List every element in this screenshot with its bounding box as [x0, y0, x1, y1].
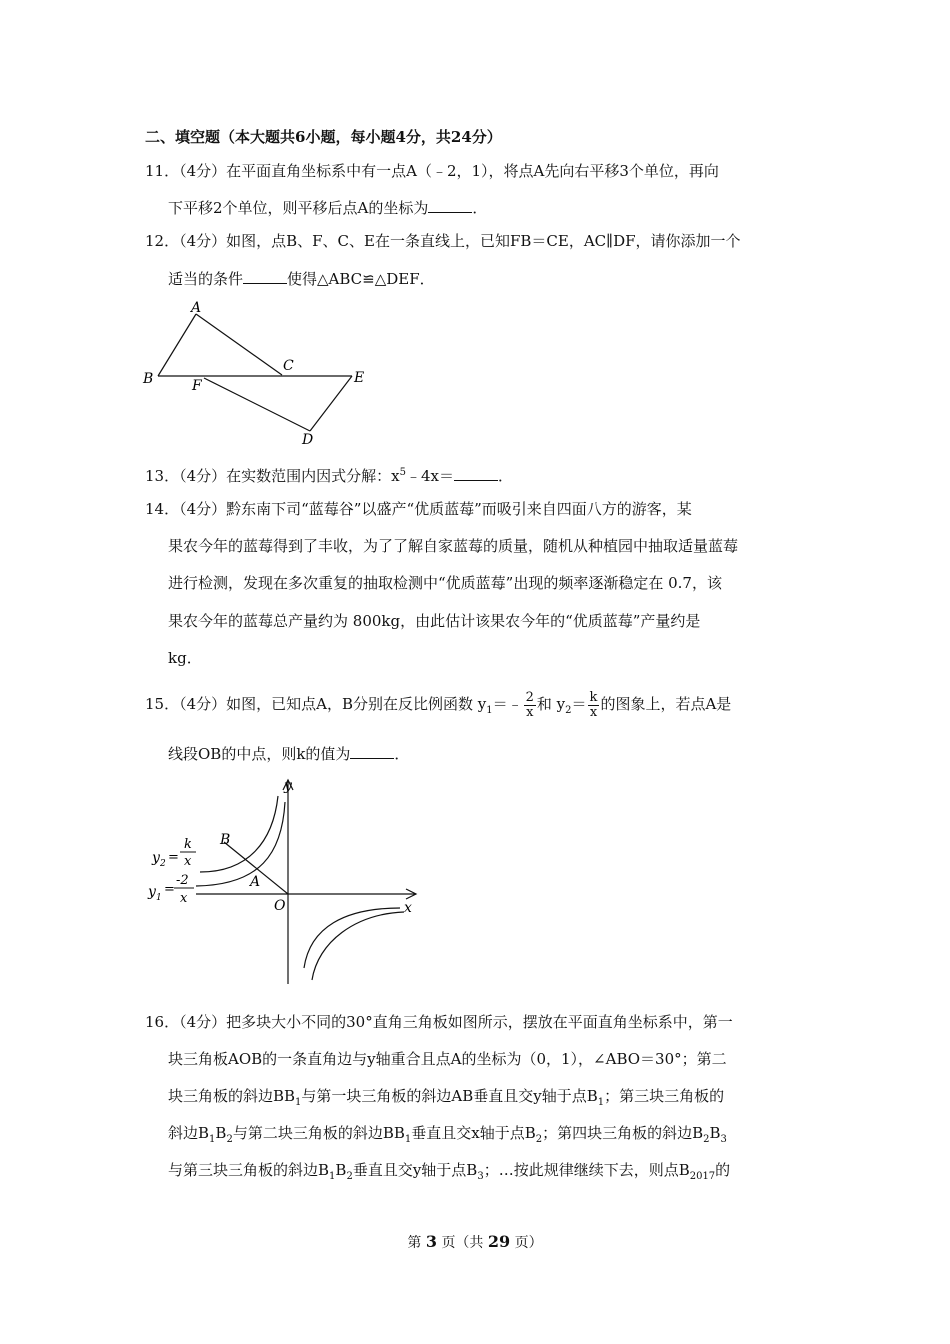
q16-line5-a: 与第三块三角板的斜边B: [168, 1161, 330, 1179]
segment-ac: [196, 314, 282, 375]
q11-line2-end: ．: [472, 199, 488, 217]
q11-line2: [168, 198, 487, 218]
q11-line1: 11．（4分）在平面直角坐标系中有一点A（﹣2，1），将点A先向右平移3个单位，再向: [145, 162, 719, 180]
answer-blank: [243, 269, 287, 284]
q16-line4-a: 斜边B: [168, 1124, 210, 1142]
segment-ab: [158, 314, 196, 376]
fraction-numerator: k: [589, 689, 598, 705]
fraction-k-over-x: [588, 691, 600, 720]
q12-figure: [140, 298, 380, 450]
answer-blank: [350, 744, 394, 759]
q16-line5-b: B: [335, 1161, 347, 1179]
q16-line3-b: 与第一块三角板的斜边AB垂直且交y轴于点B: [301, 1087, 598, 1105]
q16-line4-f: B: [709, 1124, 721, 1142]
q16-line4-sub5: 2: [703, 1134, 710, 1145]
q16-line4-sub6: 3: [720, 1134, 727, 1145]
q16-line5-sub1: 1: [329, 1171, 336, 1182]
fraction-neg2-over-x: [524, 691, 536, 720]
q14-line4: 果农今年的蓝莓总产量约为 800kg，由此估计该果农今年的“优质蓝莓”产量约是: [168, 612, 701, 630]
q15-eq1: ＝﹣: [492, 695, 523, 713]
fraction-denominator: x: [589, 704, 598, 720]
total-pages: 29: [487, 1232, 511, 1251]
q15-sub2: 2: [565, 705, 572, 716]
q15-line2: [168, 744, 409, 764]
y2-subscript: 2: [160, 859, 166, 869]
q11-line2-text: 下平移2个单位，则平移后点A的坐标为: [168, 199, 429, 217]
q13-text: 13．（4分）在实数范围内因式分解：x: [145, 467, 400, 485]
segment-fd: [204, 378, 310, 431]
point-label-e: E: [354, 370, 365, 386]
y2-equals: =: [168, 850, 179, 865]
q12-line1: 12．（4分）如图，点B、F、C、E在一条直线上，已知FB＝CE，AC∥DF，请你添加一个: [145, 232, 741, 250]
curve-y2-right: [312, 912, 404, 980]
q16-line4-sub4: 2: [535, 1134, 543, 1145]
y1-label: y: [148, 884, 156, 900]
q16-line4-b: B: [215, 1124, 227, 1142]
q14-line2: 果农今年的蓝莓得到了丰收，为了了解自家蓝莓的质量，随机从种植园中抽取适量蓝莓: [168, 537, 739, 555]
footer-suffix: 页）: [514, 1235, 543, 1251]
q15-eq2: ＝: [571, 695, 587, 713]
point-label-b: B: [220, 832, 231, 848]
q14-line3: 进行检测，发现在多次重复的抽取检测中“优质蓝莓”出现的频率逐渐稳定在 0.7，该: [168, 574, 722, 592]
y1-denominator: x: [180, 891, 188, 906]
q16-line4: [168, 1123, 727, 1150]
y1-subscript: 1: [156, 893, 162, 903]
page-footer: [0, 1232, 950, 1252]
q15-sub1: 1: [486, 705, 493, 716]
y2-denominator: x: [184, 854, 192, 869]
q16-line4-sub2: 2: [226, 1134, 233, 1145]
q15-figure: [140, 772, 430, 988]
q16-line1: 16．（4分）把多块大小不同的30°直角三角板如图所示，摆放在平面直角坐标系中，第一: [145, 1013, 733, 1031]
q16-line3: [168, 1086, 724, 1113]
q16-line5: [168, 1160, 730, 1187]
y2-numerator: k: [184, 837, 192, 852]
q15-line2-text: 线段OB的中点，则k的值为: [168, 745, 351, 763]
fraction-denominator: x: [526, 704, 534, 720]
q16-line3-a: 块三角板的斜边BB: [168, 1087, 296, 1105]
point-label-c: C: [283, 358, 294, 374]
y-axis-label: y: [284, 778, 292, 794]
point-label-a: A: [191, 300, 202, 316]
q15-and: 和 y: [536, 695, 566, 713]
answer-blank: [454, 466, 498, 481]
point-label-f: F: [192, 378, 202, 394]
point-label-a: A: [250, 874, 261, 890]
q16-line5-sub3: 3: [477, 1171, 484, 1182]
q14-line1: 14．（4分）黔东南下司“蓝莓谷”以盛产“优质蓝莓”而吸引来自四面八方的游客，某: [145, 500, 692, 518]
origin-label: O: [274, 898, 286, 914]
page-number: 3: [425, 1232, 437, 1251]
q16-line5-sub4: 2017: [689, 1171, 716, 1182]
curve-y1-left: [196, 802, 285, 886]
x-axis-label: x: [404, 900, 412, 916]
q16-line5-d: ；…按此规律继续下去，则点B: [483, 1161, 690, 1179]
answer-blank: [428, 198, 472, 213]
q15-text: 15．（4分）如图，已知点A，B分别在反比例函数 y: [145, 695, 487, 713]
q16-line5-sub2: 2: [346, 1171, 353, 1182]
q16-line3-sub2: 1: [597, 1097, 605, 1108]
q16-line4-c: 与第二块三角板的斜边BB: [232, 1124, 405, 1142]
footer-prefix: 第: [407, 1235, 422, 1251]
q16-line4-sub1: 1: [209, 1134, 216, 1145]
q16-line3-sub1: 1: [295, 1097, 302, 1108]
q16-line4-sub3: 1: [404, 1134, 412, 1145]
y1-equals: =: [164, 882, 175, 897]
fraction-numerator: 2: [525, 689, 534, 705]
q15-line2-end: ．: [394, 745, 410, 763]
point-label-d: D: [302, 432, 314, 448]
segment-de: [310, 376, 352, 431]
q16-line2: 块三角板AOB的一条直角边与y轴重合且点A的坐标为（0，1），∠ABO＝30°；第二: [168, 1050, 727, 1068]
q14-line5: kg．: [168, 649, 202, 667]
q16-line4-e: ；第四块三角板的斜边B: [542, 1124, 704, 1142]
q16-line5-e: 的: [715, 1161, 731, 1179]
q12-line2: [168, 269, 435, 289]
y2-label: y: [152, 850, 160, 866]
point-label-b: B: [143, 371, 154, 387]
section-title: 二、填空题（本大题共6小题，每小题4分，共24分）: [145, 128, 502, 146]
q13-text-mid: ﹣4x＝: [405, 467, 454, 485]
footer-middle: 页（共: [441, 1235, 484, 1251]
q13-exponent: 5: [399, 467, 406, 478]
q12-line2-end: 使得△ABC≌△DEF．: [287, 270, 435, 288]
q13-text-end: ．: [497, 467, 513, 485]
q16-line4-d: 垂直且交x轴于点B: [411, 1124, 536, 1142]
q15-line1: [145, 686, 731, 729]
q15-text-end: 的图象上，若点A是: [600, 695, 732, 713]
y1-numerator: -2: [176, 873, 189, 888]
q13-line: [145, 463, 513, 486]
q16-line5-c: 垂直且交y轴于点B: [352, 1161, 478, 1179]
q16-line3-c: ；第三块三角板的: [604, 1087, 725, 1105]
q12-line2-text: 适当的条件: [168, 270, 244, 288]
